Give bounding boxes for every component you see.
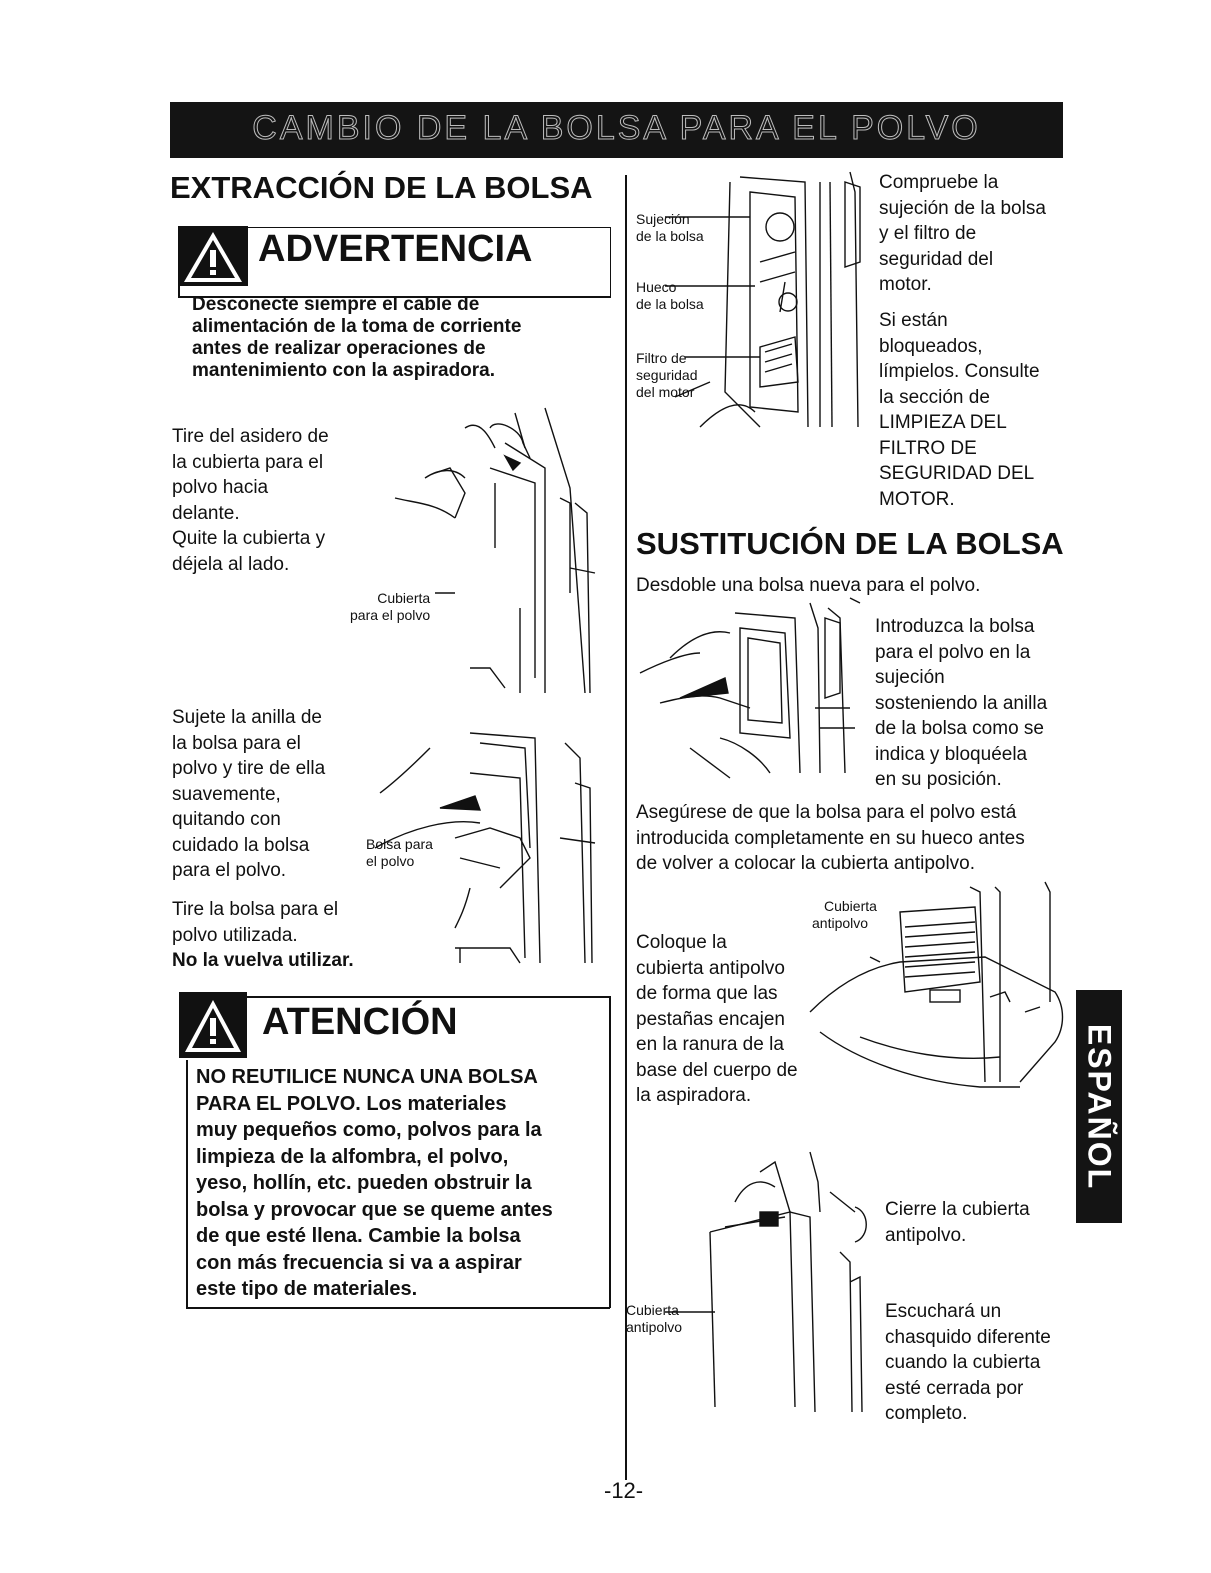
caution-icon [179,992,247,1058]
caution-box-bottom [186,1307,610,1309]
heading-sustitucion: SUSTITUCIÓN DE LA BOLSA [636,526,1064,561]
heading-extraccion: EXTRACCIÓN DE LA BOLSA [170,170,593,205]
bag-holder-illustration [680,172,880,434]
bottom-cover-callout: Cubierta antipolvo [626,1302,683,1335]
ensure-bag-text: Asegúrese de que la bolsa para el polvo está introducida completamente en su hueco antes de volver a colocar la cubierta antipolvo. [636,802,1025,874]
column-divider [625,175,627,1480]
click-sound-text: Escuchará un chasquido diferente cuando la cubierta esté cerrada por completo. [885,1301,1051,1424]
step1-callout: Cubierta para el polvo [350,590,431,623]
cover-placement-illustration [800,882,1070,1114]
callout-bag-holder: Sujeción de la bolsa [636,211,704,244]
clean-filter-text: Si están bloqueados, límpielos. Consulte la sección de LIMPIEZA DEL FILTRO DE SEGURIDAD DEL MOTOR. [879,310,1040,510]
language-tab [1076,990,1122,1223]
caution-box-left [186,1060,188,1308]
bag-insert-illustration [640,598,870,778]
caution-text: NO REUTILICE NUNCA UNA BOLSA PARA EL POLVO. Los materiales muy pequeños como, polvos para la limpieza de la alfombra, el polvo, yeso, hollín, etc. pueden obstruir la bolsa y provocar que se queme antes de que esté llena. Cambie la bolsa con más frecuencia si va a aspirar este tipo de materiales. [196,1066,553,1300]
caution-title: ATENCIÓN [262,1001,458,1043]
step3-text: Tire la bolsa para el polvo utilizada. No la vuelva utilizar. [172,899,354,971]
language-tab-label: ESPAÑOL [1081,1023,1118,1190]
banner-title: CAMBIO DE LA BOLSA PARA EL POLVO [252,109,981,147]
section-banner [170,102,1063,158]
warning-box-left [178,285,180,297]
step2-callout: Bolsa para el polvo [366,836,433,869]
caution-box-right [609,996,611,1308]
warning-text: Desconecte siempre el cable de alimentación de la toma de corriente antes de realizar operaciones de mantenimiento con la aspiradora. [192,294,522,381]
callout-motor-filter: Filtro de seguridad del motor [636,350,698,400]
place-cover-text: Coloque la cubierta antipolvo de forma que las pestañas encajen en la ranura de la base del cuerpo de la aspiradora. [636,932,798,1106]
page-number: -12- [604,1478,644,1503]
unfold-text: Desdoble una bolsa nueva para el polvo. [636,575,981,596]
cover-close-illustration [700,1152,880,1414]
cover-removal-illustration [395,408,605,693]
warning-title: ADVERTENCIA [258,228,533,270]
warning-icon [178,226,248,286]
insert-bag-text: Introduzca la bolsa para el polvo en la sujeción sosteniendo la anilla de la bolsa como se indica y bloquéela en su posición. [875,616,1048,790]
check-holder-text: Compruebe la sujeción de la bolsa y el filtro de seguridad del motor. [879,172,1046,295]
cover-callout: Cubierta antipolvo [812,898,877,931]
close-cover-text: Cierre la cubierta antipolvo. [885,1199,1030,1246]
bag-removal-illustration [370,718,600,963]
step2-text: Sujete la anilla de la bolsa para el polvo y tire de ella suavemente, quitando con cuidado la bolsa para el polvo. [172,707,326,881]
callout-bag-cavity: Hueco de la bolsa [636,279,704,312]
step1-text: Tire del asidero de la cubierta para el polvo hacia delante. Quite la cubierta y déjela al lado. [172,426,329,575]
